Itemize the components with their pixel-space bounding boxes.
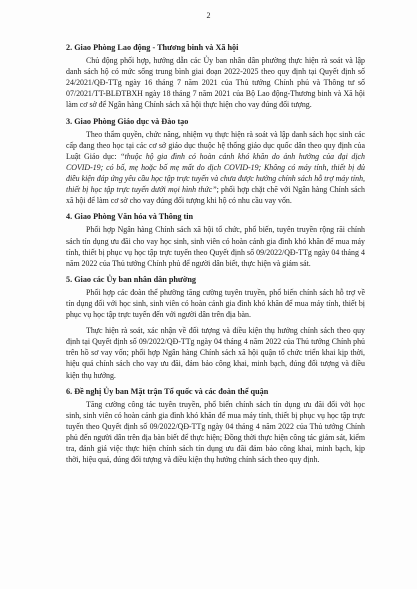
section-heading: 5. Giao các Ủy ban nhân dân phường (66, 274, 197, 284)
section-education (66, 116, 365, 207)
section-ward-committees (66, 274, 365, 381)
section-fatherland-front (66, 386, 365, 466)
section-paragraph: Chủ động phối hợp, hướng dẫn các Ủy ban nhân dân phường thực hiện rà soát và lập danh sách hộ có mức sống trung bình giai đoạn 2022-2025 theo quy định tại Quyết định số 24/2021/QĐ-TTg ngày 16 tháng 7 năm 2021 của Thủ tướng Chính phủ và Thông tư số 07/2021/TT-BLĐTBXH ngày 18 tháng 7 năm 2021 của Bộ Lao động-Thương binh và Xã hội làm cơ sở để Ngân hàng Chính sách xã hội thực hiện cho vay đúng đối tượng. (66, 56, 365, 110)
paragraph-text: Theo thẩm quyền, chức năng, nhiệm vụ thực hiện rà soát và lập danh sách học sinh các cấp đang theo học tại các cơ sở giáo dục thuộc hệ thống giáo dục quốc dân theo quy định của Luật Giáo dục: (66, 129, 365, 161)
section-paragraph: Phối hợp Ngân hàng Chính sách xã hội tổ chức, phổ biến, tuyên truyền rộng rãi chính sách tín dụng ưu đãi cho vay học sinh, sinh viên có hoàn cảnh gia đình khó khăn để mua máy tính, thiết bị phục vụ học tập trực tuyến theo Quyết định số 09/2022/QĐ-TTg ngày 04 tháng 4 năm 2022 của Thủ tướng Chính phủ để người dân biết, thực hiện và giám sát. (66, 225, 365, 268)
section-paragraph: Tăng cường công tác tuyên truyền, phổ biến chính sách tín dụng ưu đãi đối với học sinh, sinh viên có hoàn cảnh gia đình khó khăn để mua máy tính, thiết bị phục vụ học tập trực tuyến theo Quyết định số 09/2022/QĐ-TTg ngày 04 tháng 4 năm 2022 của Thủ tướng Chính phủ đến người dân trên địa bàn biết để thực hiện; Đồng thời thực hiện công tác giám sát, kiểm tra, đánh giá việc thực hiện chính sách tín dụng ưu đãi đảm bảo công khai, minh bạch, kịp thời, hiệu quả, đúng đối tượng và điều kiện thụ hưởng chính sách theo quy định. (66, 399, 365, 465)
section-paragraph: Phối hợp các đoàn thể phường tăng cường tuyên truyền, phổ biến chính sách hỗ trợ về tín dụng đối với học sinh, sinh viên có hoàn cảnh gia đình khó khăn để mua máy tính, thiết bị phục vụ học tập trực tuyến đến với người dân trên địa bàn. (66, 287, 365, 320)
document-body (66, 42, 365, 465)
section-paragraph (66, 129, 365, 207)
paragraph-text: ; phối hợp chặt chẽ với Ngân hàng Chính sách xã hội để làm cơ sở cho vay đúng đối tượng khi hộ có nhu cầu vay vốn. (66, 185, 365, 206)
section-labor (66, 42, 365, 111)
section-heading: 2. Giao Phòng Lao động - Thương binh và Xã hội (66, 43, 239, 52)
paragraph-italic-quote: “thuộc hộ gia đình có hoàn cảnh khó khăn do ảnh hưởng của đại dịch COVID-19; có bố, mẹ hoặc bố mẹ mất do dịch COVID-19; Không có máy tính, thiết bị đủ điều kiện đáp ứng yêu cầu học tập trực tuyến và chưa được hưởng chính sách hỗ trợ máy tính, thiết bị học tập trực tuyến dưới mọi hình thức” (66, 151, 365, 195)
section-paragraph: Thực hiện rà soát, xác nhận về đối tượng và điều kiện thụ hưởng chính sách theo quy định tại Quyết định số 09/2022/QĐ-TTg ngày 04 tháng 4 năm 2022 của Thủ tướng Chính phủ trên hồ sơ vay vốn; phối hợp Ngân hàng Chính sách xã hội quận tổ chức triển khai kịp thời, hiệu quả chính sách cho vay ưu đãi, đảm bảo công khai, minh bạch, đúng đối tượng và điều kiện thụ hưởng. (66, 326, 365, 380)
section-heading: 3. Giao Phòng Giáo dục và Đào tạo (66, 116, 189, 126)
section-heading: 6. Đề nghị Ủy ban Mặt trận Tổ quốc và các đoàn thể quận (66, 386, 269, 396)
section-heading: 4. Giao Phòng Văn hóa và Thông tin (66, 212, 194, 222)
page-number: 2 (206, 11, 211, 20)
section-culture (66, 211, 365, 268)
